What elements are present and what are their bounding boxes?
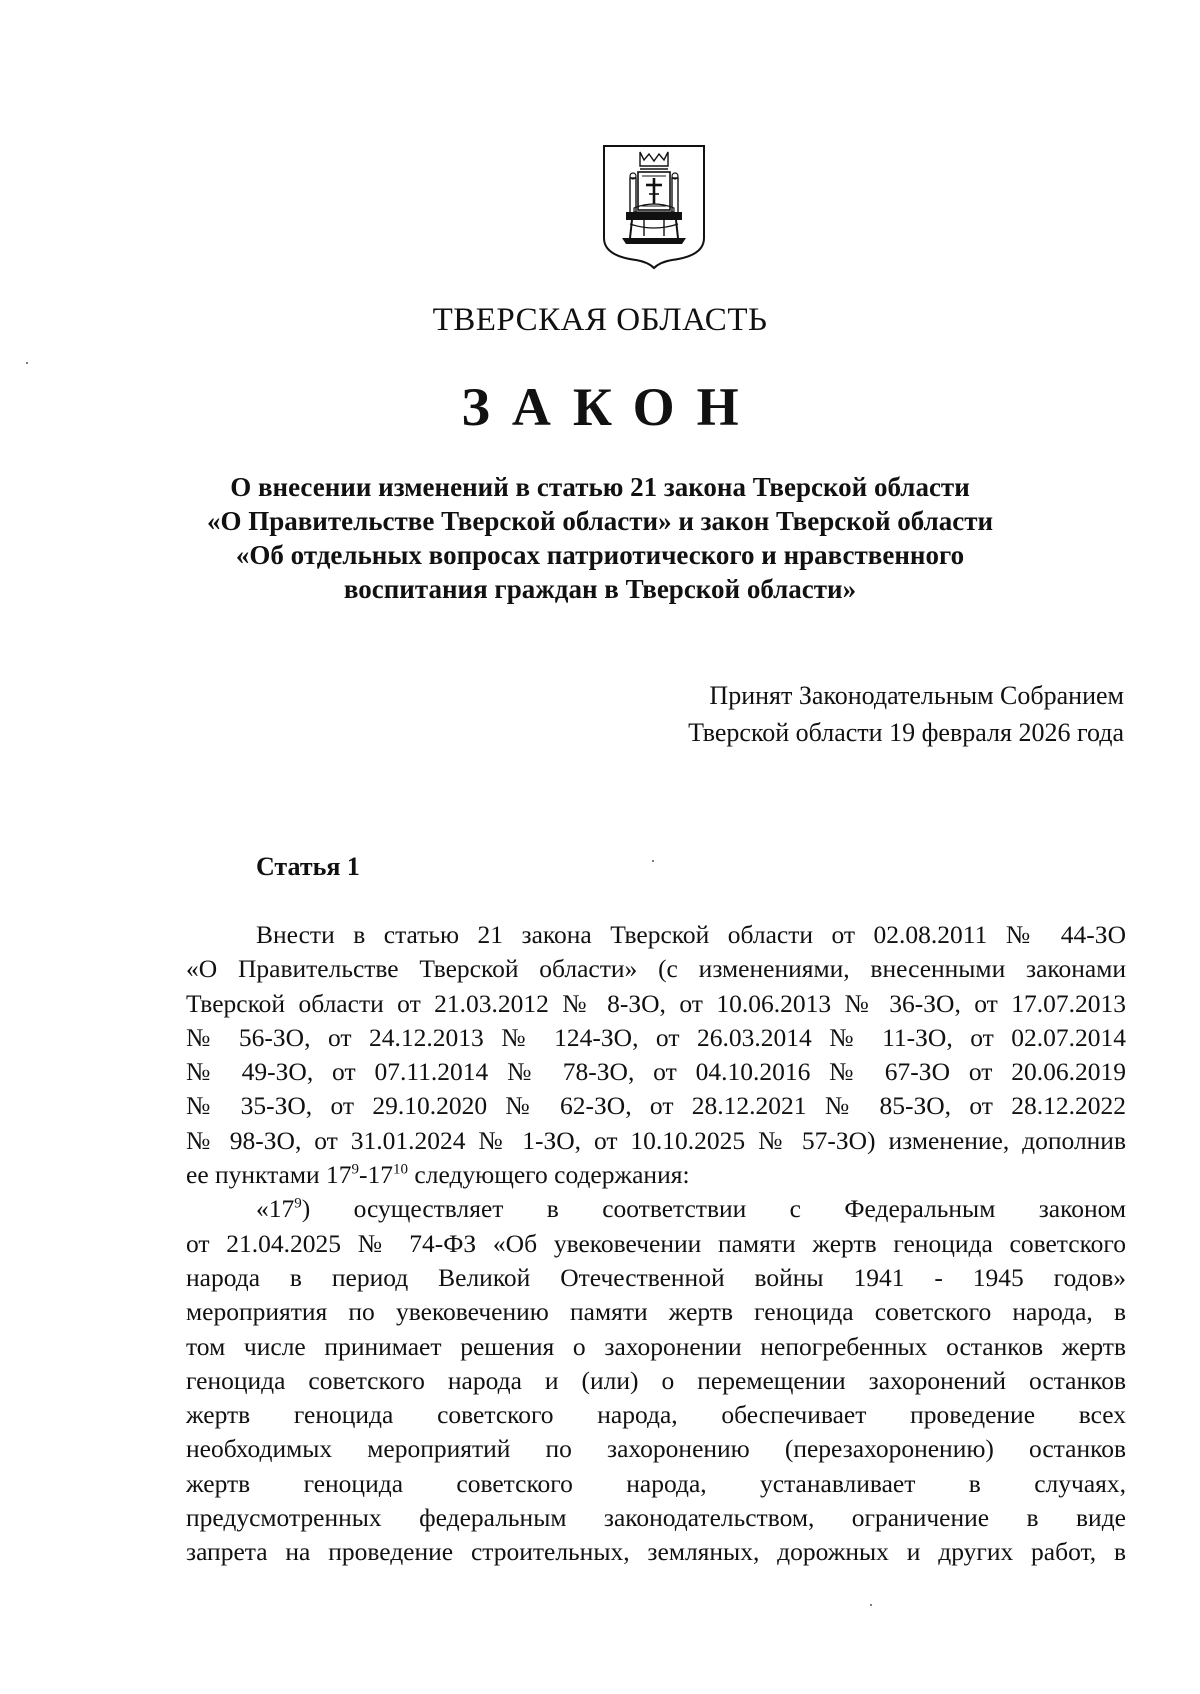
body-line: мероприятия по увековечению памяти жертв геноцида советского народа, в <box>186 1297 1126 1327</box>
body-line: № 35-ЗО, от 29.10.2020 № 62-ЗО, от 28.12.2021 № 85-ЗО, от 28.12.2022 <box>186 1091 1126 1121</box>
body-line: «О Правительстве Тверской области» (с изменениями, внесенными законами <box>186 954 1126 984</box>
scan-speck <box>870 1604 872 1606</box>
body-text-fragment: «17 <box>256 1194 295 1224</box>
body-text-fragment: ее пунктами 17 <box>186 1160 352 1190</box>
body-line: предусмотренных федеральным законодательством, ограничение в виде <box>186 1503 1126 1533</box>
body-line: жертв геноцида советского народа, обеспечивает проведение всех <box>186 1400 1126 1430</box>
body-line: Тверской области от 21.03.2012 № 8-ЗО, от 10.06.2013 № 36-ЗО, от 17.07.2013 <box>186 988 1126 1018</box>
body-line: запрета на проведение строительных, земляных, дорожных и других работ, в <box>186 1537 1126 1567</box>
body-text-fragment: следующего содержания: <box>408 1160 690 1190</box>
law-title-line: «Об отдельных вопросах патриотического и нравственного <box>235 540 965 570</box>
body-line: том числе принимает решения о захоронении непогребенных останков жертв <box>186 1331 1126 1361</box>
law-title-line: «О Правительстве Тверской области» и закон Тверской области <box>206 506 994 536</box>
region-name: ТВЕРСКАЯ ОБЛАСТЬ <box>432 302 768 338</box>
article-heading: Статья 1 <box>256 852 360 881</box>
body-line: № 49-ЗО, от 07.11.2014 № 78-ЗО, от 04.10.2016 № 67-ЗО от 20.06.2019 <box>186 1057 1126 1087</box>
body-line: жертв геноцида советского народа, устанавливает в случаях, <box>186 1468 1126 1498</box>
body-line: необходимых мероприятий по захоронению (перезахоронению) останков <box>186 1434 1126 1464</box>
body-line: № 98-ЗО, от 31.01.2024 № 1-ЗО, от 10.10.2025 № 57-ЗО) изменение, дополнив <box>186 1125 1126 1155</box>
body-line <box>186 1192 1126 1226</box>
body-text-fragment: ) осуществляет в соответствии с Федеральным законом <box>301 1194 1126 1224</box>
superscript: 9 <box>351 1161 360 1178</box>
adoption-note-line: Тверской области 19 февраля 2026 года <box>688 718 1124 747</box>
adoption-note-line: Принят Законодательным Собранием <box>709 681 1124 710</box>
law-title-line: О внесении изменений в статью 21 закона Тверской области <box>230 472 970 502</box>
scan-speck <box>26 362 28 364</box>
law-title <box>200 470 1000 606</box>
tver-coat-of-arms-emblem <box>600 142 708 270</box>
superscript: 10 <box>393 1161 409 1178</box>
document-type: ЗАКОН <box>461 377 761 437</box>
body-text-fragment: -17 <box>359 1160 394 1190</box>
law-title-line: воспитания граждан в Тверской области» <box>343 574 857 604</box>
body-line: народа в период Великой Отечественной войны 1941 - 1945 годов» <box>186 1262 1126 1292</box>
adoption-note <box>688 677 1124 751</box>
scan-speck <box>652 860 654 862</box>
body-line <box>186 1158 1126 1192</box>
superscript: 9 <box>294 1195 302 1212</box>
body-line: Внести в статью 21 закона Тверской области от 02.08.2011 № 44-ЗО <box>256 920 1126 949</box>
body-line: от 21.04.2025 № 74-ФЗ «Об увековечении памяти жертв геноцида советского <box>186 1228 1126 1258</box>
body-line: геноцида советского народа и (или) о перемещении захоронений останков <box>186 1365 1126 1395</box>
body-line: № 56-ЗО, от 24.12.2013 № 124-ЗО, от 26.03.2014 № 11-ЗО, от 02.07.2014 <box>186 1022 1126 1052</box>
article-body <box>186 918 1126 1570</box>
